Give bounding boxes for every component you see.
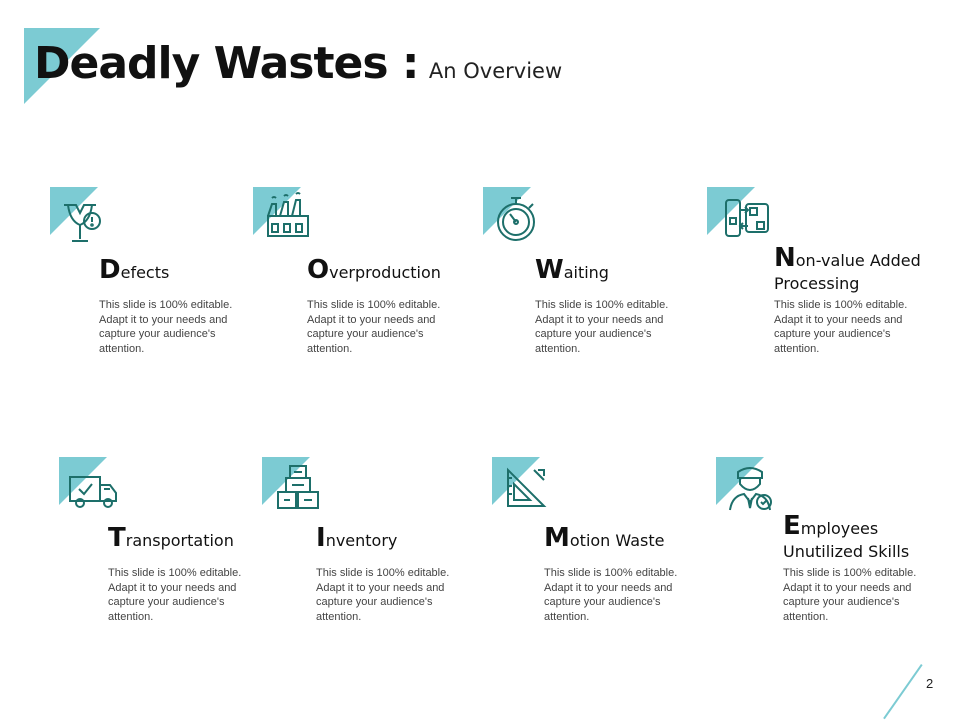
item-title: Overproduction — [307, 255, 441, 285]
item-title: Motion Waste — [544, 523, 665, 553]
item-title: Defects — [99, 255, 170, 285]
item-description: This slide is 100% editable. Adapt it to your needs and capture your audience's attention. — [307, 299, 441, 355]
item-description: This slide is 100% editable. Adapt it to your needs and capture your audience's attention. — [535, 299, 669, 355]
item-title: Inventory — [316, 523, 398, 553]
item-description: This slide is 100% editable. Adapt it to your needs and capture your audience's attention. — [783, 567, 917, 623]
title-main: Deadly Wastes : — [34, 38, 419, 89]
boxes-icon — [272, 460, 326, 514]
item-title: Waiting — [535, 255, 609, 285]
page-title — [34, 38, 562, 89]
item-description: This slide is 100% editable. Adapt it to your needs and capture your audience's attention. — [774, 299, 908, 355]
item-title: Employees Unutilized Skills — [783, 511, 910, 561]
truck-icon — [66, 463, 120, 517]
item-title: Transportation — [108, 523, 234, 553]
corner-accent-line — [883, 664, 922, 719]
item-description: This slide is 100% editable. Adapt it to your needs and capture your audience's attention. — [99, 299, 233, 355]
item-description: This slide is 100% editable. Adapt it to your needs and capture your audience's attention. — [544, 567, 678, 623]
process-icon — [720, 190, 774, 244]
title-subtitle: An Overview — [428, 59, 563, 83]
page-number: 2 — [926, 676, 934, 691]
employee-icon — [724, 460, 778, 514]
factory-icon — [262, 190, 316, 244]
defect-icon — [56, 193, 110, 247]
item-description: This slide is 100% editable. Adapt it to your needs and capture your audience's attention. — [108, 567, 242, 623]
set-square-icon — [498, 460, 552, 514]
item-description: This slide is 100% editable. Adapt it to your needs and capture your audience's attention. — [316, 567, 450, 623]
stopwatch-icon — [490, 192, 544, 246]
item-title: Non-value Added Processing — [774, 243, 921, 293]
